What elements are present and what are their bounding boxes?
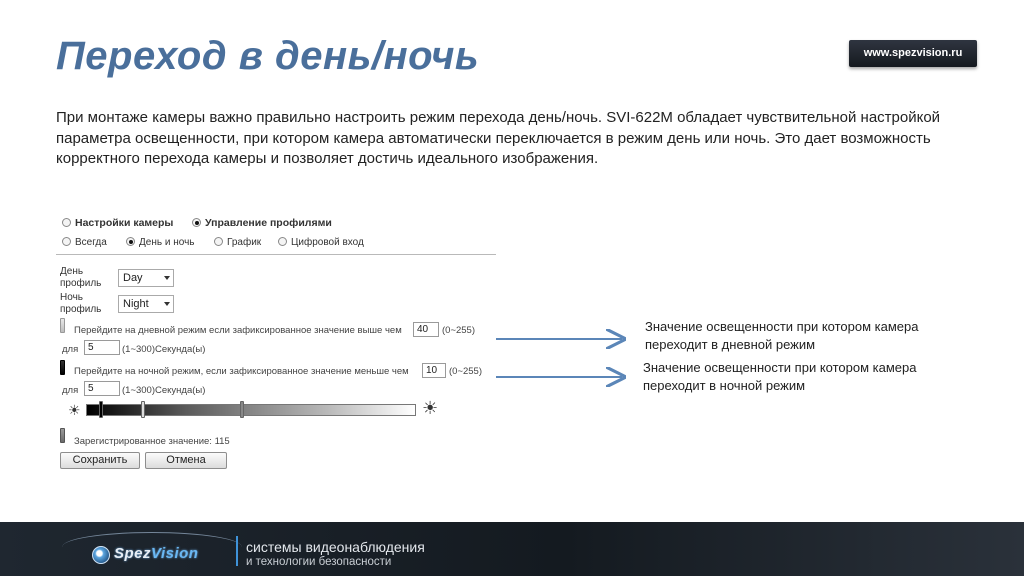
day-duration-hint: (1~300)Секунда(ы): [122, 344, 206, 355]
current-value-thumb: [240, 401, 244, 418]
day-profile-select[interactable]: [118, 269, 174, 287]
night-for-label: для: [62, 385, 79, 396]
radio-label: График: [227, 237, 262, 248]
night-threshold-input[interactable]: 10: [422, 363, 446, 378]
day-annotation-line2: переходит в дневной режим: [645, 337, 816, 352]
bright-sun-icon: ☀: [422, 398, 439, 418]
night-threshold-thumb[interactable]: [99, 401, 103, 418]
radio-label: Управление профилями: [205, 217, 332, 229]
radio-digital-input[interactable]: [278, 237, 364, 248]
night-profile-select[interactable]: [118, 295, 174, 313]
dark-sun-icon: ☀: [68, 402, 81, 418]
night-threshold-range: (0~255): [449, 366, 483, 377]
day-threshold-marker[interactable]: [60, 318, 65, 333]
night-profile-label-line1: Ночь: [60, 292, 83, 303]
registered-value-marker: [60, 428, 65, 443]
footer-tagline-1: системы видеонаблюдения: [246, 539, 425, 555]
night-duration-hint: (1~300)Секунда(ы): [122, 385, 206, 396]
radio-label: Всегда: [75, 237, 107, 248]
logo-eye-icon: [92, 546, 110, 564]
night-switch-text: Перейдите на ночной режим, если зафиксированное значение меньше чем: [74, 366, 409, 377]
radio-button[interactable]: [278, 237, 287, 246]
intro-paragraph: При монтаже камеры важно правильно настроить режим перехода день/ночь. SVI-622M обладает чувствительной настройкой параметра освещенности, при котором камера автоматически переключается в режим день или ночь. Это дает возможность корректного перехода камеры и позволяет достичь идеального изображения.: [56, 109, 941, 167]
night-duration-input[interactable]: 5: [84, 381, 120, 396]
night-profile-value: Night: [123, 298, 149, 310]
day-annotation-line1: Значение освещенности при котором камера: [645, 319, 919, 334]
radio-label: Настройки камеры: [75, 217, 174, 229]
logo-text-part1: Spez: [114, 545, 152, 562]
radio-button[interactable]: [126, 237, 135, 246]
night-annotation-line2: переходит в ночной режим: [643, 378, 806, 393]
footer-separator: [236, 536, 238, 566]
day-profile-label-line2: профиль: [60, 278, 102, 289]
radio-schedule[interactable]: [214, 237, 261, 248]
night-profile-label-line2: профиль: [60, 304, 102, 315]
logo-text-part2: Vision: [151, 545, 199, 562]
radio-label: День и ночь: [139, 237, 195, 248]
radio-day-and-night[interactable]: [126, 237, 195, 248]
registered-value-text: Зарегистрированное значение: 115: [74, 436, 230, 447]
radio-label: Цифровой вход: [291, 237, 364, 248]
night-profile-label: [60, 292, 101, 316]
chevron-down-icon: [164, 302, 170, 306]
radio-button[interactable]: [214, 237, 223, 246]
day-profile-value: Day: [123, 272, 143, 284]
radio-button[interactable]: [62, 218, 71, 227]
day-threshold-range: (0~255): [442, 325, 476, 336]
day-annotation: [645, 318, 918, 354]
footer-bar: [0, 522, 1024, 576]
radio-camera-settings[interactable]: [62, 217, 173, 229]
radio-profile-management[interactable]: [192, 217, 332, 229]
day-threshold-input[interactable]: 40: [413, 322, 439, 337]
logo-text: [114, 545, 198, 562]
illumination-bar: [86, 404, 416, 416]
slide-title: Переход в день/ночь: [56, 34, 480, 78]
cancel-button[interactable]: Отмена: [145, 452, 227, 469]
day-duration-input[interactable]: 5: [84, 340, 120, 355]
divider: [56, 254, 496, 255]
camera-settings-panel: [56, 212, 496, 472]
day-profile-label-line1: День: [60, 266, 84, 277]
night-annotation-line1: Значение освещенности при котором камера: [643, 360, 917, 375]
night-annotation: [643, 359, 916, 395]
night-threshold-marker[interactable]: [60, 360, 65, 375]
day-profile-label: [60, 266, 101, 290]
radio-button[interactable]: [62, 237, 71, 246]
footer-tagline-2: и технологии безопасности: [246, 556, 392, 568]
site-badge[interactable]: www.spezvision.ru: [849, 40, 977, 67]
radio-always[interactable]: [62, 237, 107, 248]
day-threshold-thumb[interactable]: [141, 401, 145, 418]
radio-button[interactable]: [192, 218, 201, 227]
day-for-label: для: [62, 344, 79, 355]
day-switch-text: Перейдите на дневной режим если зафиксированное значение выше чем: [74, 325, 402, 336]
chevron-down-icon: [164, 276, 170, 280]
save-button[interactable]: Сохранить: [60, 452, 140, 469]
